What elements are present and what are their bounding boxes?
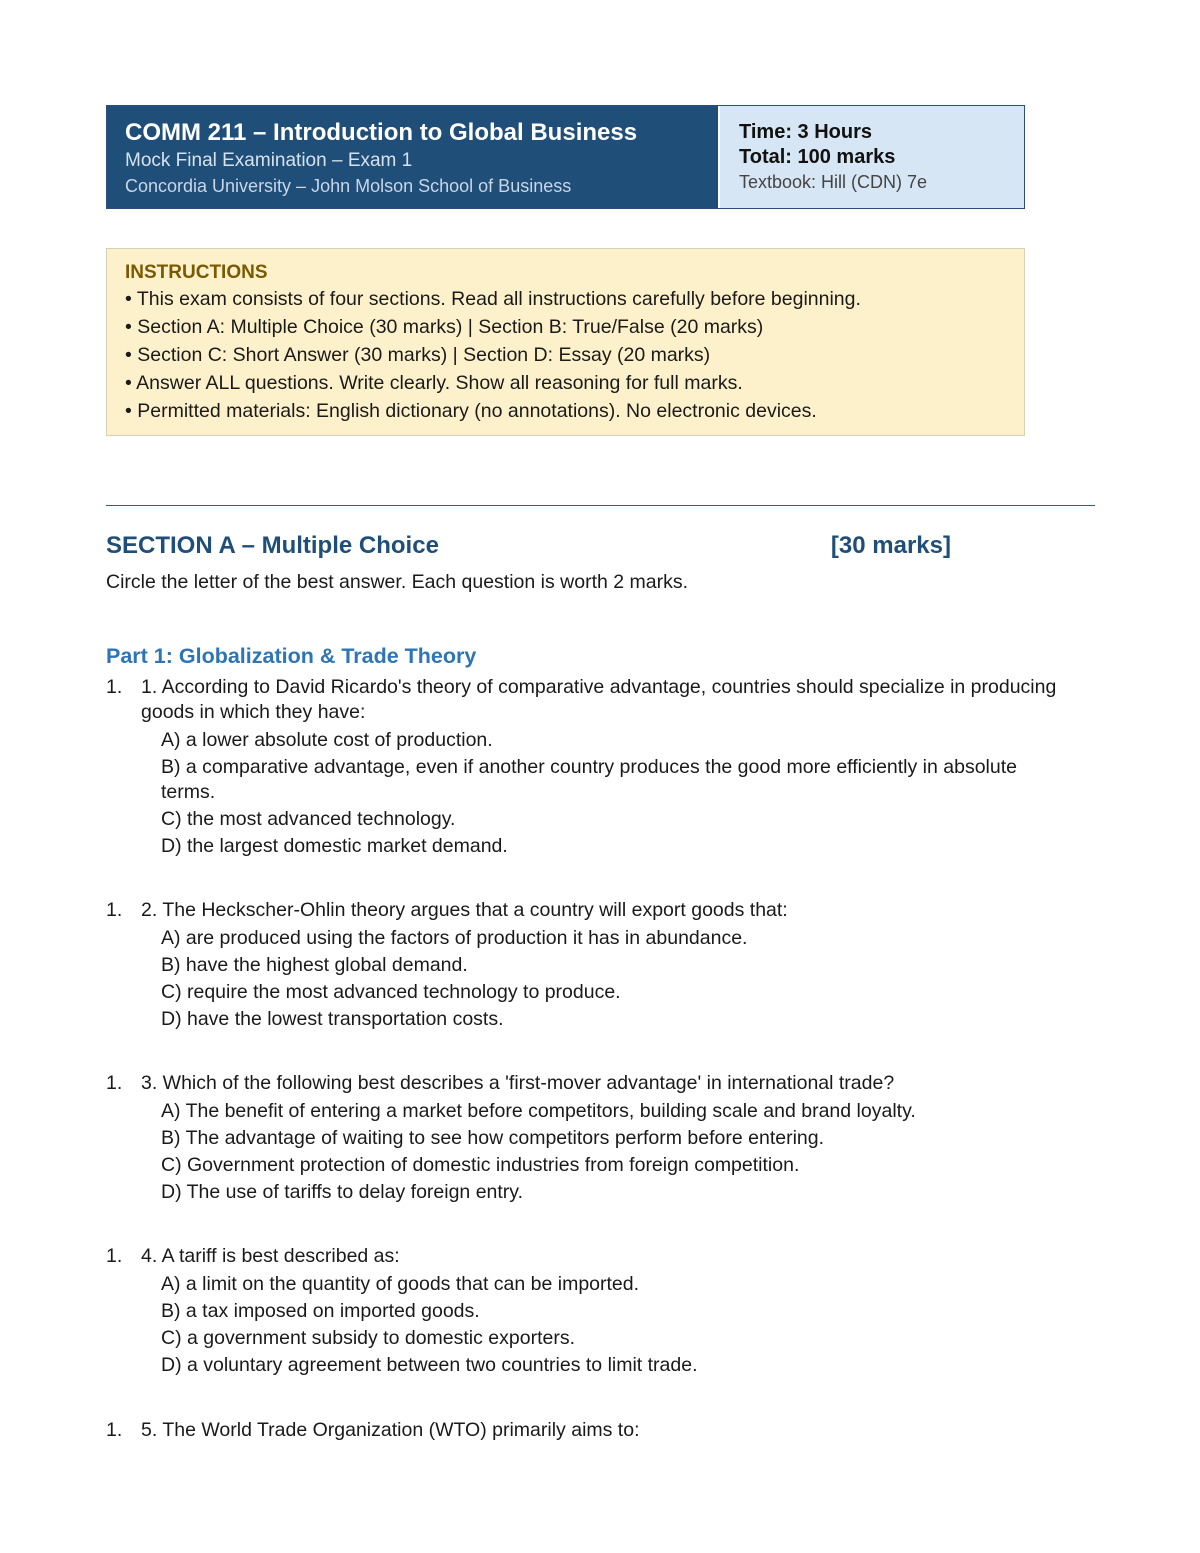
exam-subtitle: Mock Final Examination – Exam 1 bbox=[125, 150, 413, 171]
exam-header-info-panel bbox=[718, 106, 1024, 208]
answer-option-b[interactable]: B) The advantage of waiting to see how competitors perform before entering. bbox=[161, 1127, 825, 1149]
question-list-marker: 1. bbox=[106, 676, 123, 698]
answer-option-b[interactable]: B) a comparative advantage, even if another country produces the good more efficiently in absolute terms. bbox=[161, 756, 1017, 803]
instruction-item: • Section C: Short Answer (30 marks) | Section D: Essay (20 marks) bbox=[125, 344, 711, 366]
answer-option-d[interactable]: D) The use of tariffs to delay foreign entry. bbox=[161, 1181, 524, 1203]
section-a-heading bbox=[106, 532, 951, 560]
answer-option-c[interactable]: C) the most advanced technology. bbox=[161, 808, 456, 830]
question-text: 1. According to David Ricardo's theory of comparative advantage, countries should specialize in producing goods in which they have: bbox=[141, 676, 1057, 723]
answer-option-d[interactable]: D) a voluntary agreement between two countries to limit trade. bbox=[161, 1354, 698, 1376]
question-1 bbox=[106, 675, 1066, 859]
question-text: 4. A tariff is best described as: bbox=[141, 1245, 400, 1267]
answer-option-b[interactable]: B) have the highest global demand. bbox=[161, 954, 468, 976]
question-stem bbox=[106, 1071, 1066, 1096]
answer-option-d[interactable]: D) have the lowest transportation costs. bbox=[161, 1008, 504, 1030]
question-2 bbox=[106, 898, 1066, 1032]
section-a-description: Circle the letter of the best answer. Each question is worth 2 marks. bbox=[106, 571, 689, 593]
course-title: COMM 211 – Introduction to Global Business bbox=[125, 119, 638, 146]
question-text: 3. Which of the following best describes a 'first-mover advantage' in international trade? bbox=[141, 1072, 895, 1094]
question-list-marker: 1. bbox=[106, 1245, 123, 1267]
exam-textbook: Textbook: Hill (CDN) 7e bbox=[739, 172, 928, 192]
part-1-title: Part 1: Globalization & Trade Theory bbox=[106, 644, 477, 668]
exam-header bbox=[106, 105, 1025, 209]
question-stem bbox=[106, 1244, 1066, 1269]
instruction-item: • Section A: Multiple Choice (30 marks) | Section B: True/False (20 marks) bbox=[125, 316, 764, 338]
answer-option-d[interactable]: D) the largest domestic market demand. bbox=[161, 835, 508, 857]
section-a-marks: [30 marks] bbox=[830, 532, 951, 559]
instruction-item: • Answer ALL questions. Write clearly. Show all reasoning for full marks. bbox=[125, 372, 743, 394]
question-5 bbox=[106, 1418, 1066, 1443]
answer-option-a[interactable]: A) a lower absolute cost of production. bbox=[161, 729, 493, 751]
exam-time: Time: 3 Hours bbox=[739, 121, 872, 143]
answer-option-a[interactable]: A) The benefit of entering a market before competitors, building scale and brand loyalty. bbox=[161, 1100, 916, 1122]
question-list-marker: 1. bbox=[106, 899, 123, 921]
section-divider bbox=[106, 505, 1095, 506]
school-name: Concordia University – John Molson School of Business bbox=[125, 176, 572, 196]
question-stem bbox=[106, 898, 1066, 923]
exam-header-title-panel bbox=[107, 106, 718, 208]
instruction-item: • Permitted materials: English dictionary (no annotations). No electronic devices. bbox=[125, 400, 817, 422]
instructions-title: INSTRUCTIONS bbox=[125, 262, 268, 283]
section-a-title: SECTION A – Multiple Choice bbox=[106, 532, 439, 559]
exam-total-marks: Total: 100 marks bbox=[739, 146, 896, 168]
instruction-item: • This exam consists of four sections. Read all instructions carefully before beginning. bbox=[125, 288, 861, 310]
question-list-marker: 1. bbox=[106, 1072, 123, 1094]
answer-option-c[interactable]: C) a government subsidy to domestic exporters. bbox=[161, 1327, 576, 1349]
question-stem bbox=[106, 1418, 1066, 1443]
question-list-marker: 1. bbox=[106, 1419, 123, 1441]
question-text: 2. The Heckscher-Ohlin theory argues that a country will export goods that: bbox=[141, 899, 788, 921]
answer-option-a[interactable]: A) are produced using the factors of production it has in abundance. bbox=[161, 927, 748, 949]
answer-option-a[interactable]: A) a limit on the quantity of goods that can be imported. bbox=[161, 1273, 640, 1295]
answer-option-b[interactable]: B) a tax imposed on imported goods. bbox=[161, 1300, 480, 1322]
question-text: 5. The World Trade Organization (WTO) primarily aims to: bbox=[141, 1419, 640, 1441]
question-4 bbox=[106, 1244, 1066, 1378]
answer-option-c[interactable]: C) Government protection of domestic industries from foreign competition. bbox=[161, 1154, 800, 1176]
answer-option-c[interactable]: C) require the most advanced technology to produce. bbox=[161, 981, 621, 1003]
instructions-box bbox=[106, 248, 1025, 436]
question-stem bbox=[106, 675, 1066, 725]
question-3 bbox=[106, 1071, 1066, 1205]
